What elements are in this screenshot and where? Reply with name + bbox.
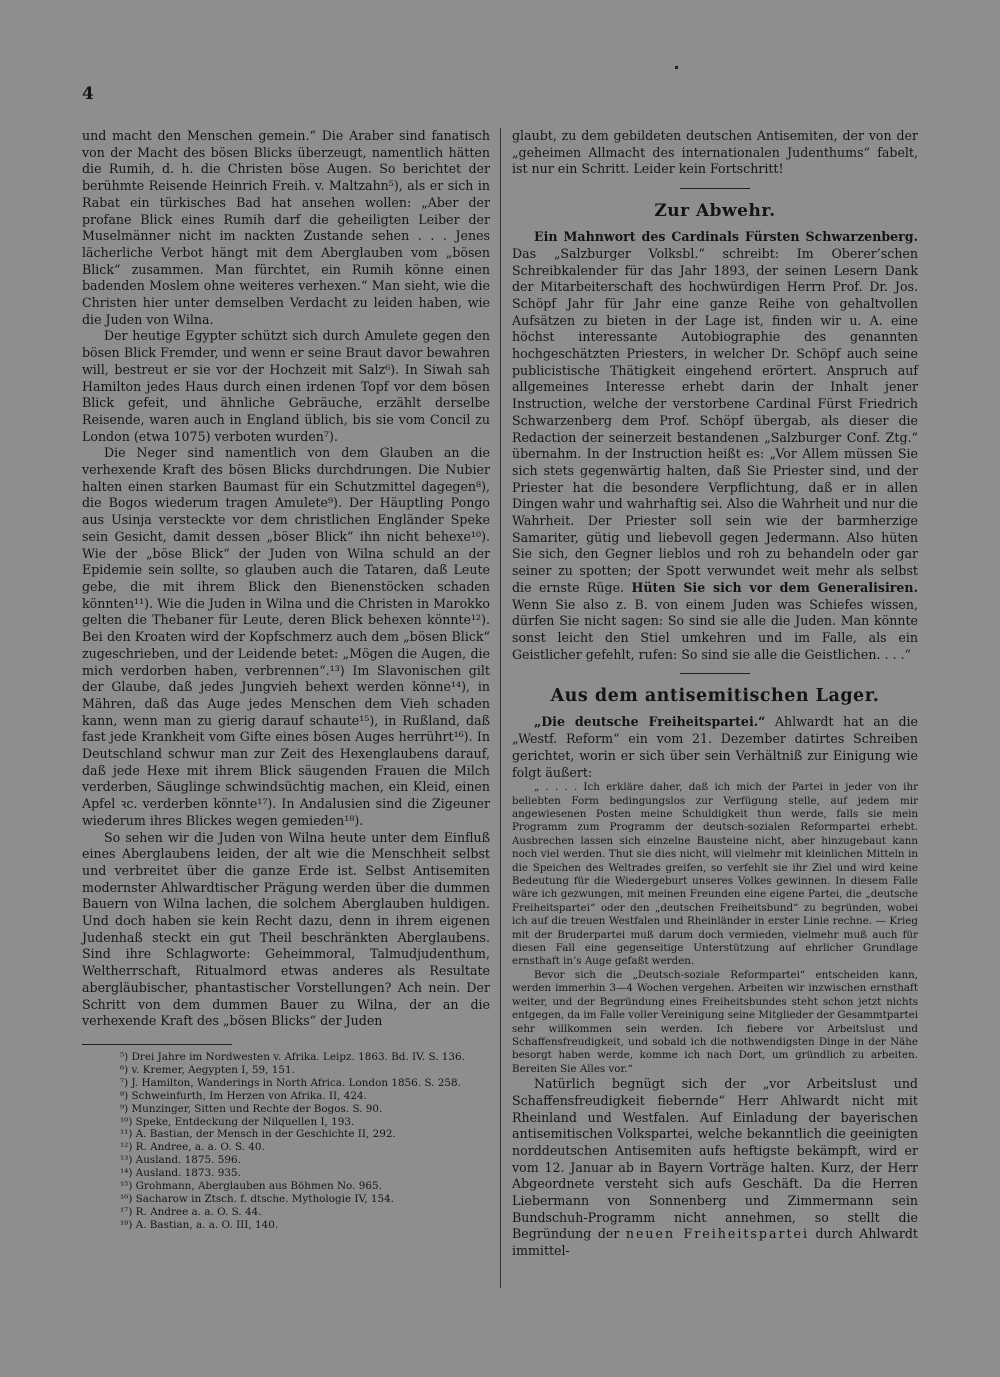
column-divider xyxy=(500,128,501,1288)
section-heading: Aus dem antisemitischen Lager. xyxy=(550,686,880,707)
footnote: ⁸) Schweinfurth, Im Herzen von Afrika. II, 424. xyxy=(120,1089,367,1102)
footnote: ¹⁴) Ausland. 1873. 935. xyxy=(120,1167,241,1180)
paragraph: und macht den Menschen gemein.“ Die Araber sind fanatisch von der Macht des bösen Blicks überzeugt, namentlich hätten die Rumih, d. h. die Christen böse Augen. So berichtet der berühmte Reisende Heinrich Freih. v. Maltzahn⁵), als er sich in Rabat ein türkisches Bad hat ansehen wollen: „Aber der profane Blick eines Rumih darf die geheiligten Leiber der Muselmänner nicht im nackten Zustande sehen . . . Jenes lächerliche Verbot hängt mit dem Aberglauben vom „bösen Blick“ zusammen. Man fürchtet, ein Rumih könne einen badenden Moslem ohne weiteres verhexen.“ Man sieht, wie die Christen hier unter demselben Verdacht zu leiden haben, wie die Juden von Wilna. xyxy=(82,128,490,327)
footnote: ⁵) Drei Jahre im Nordwesten v. Afrika. Leipz. 1863. Bd. IV. S. 136. xyxy=(120,1050,465,1063)
page-number: 4 xyxy=(82,84,94,104)
footnote: ⁶) v. Kremer, Aegypten I, 59, 151. xyxy=(120,1063,295,1076)
article-text: Natürlich begnügt sich der „vor Arbeitslust und Schaffensfreudigkeit fiebernde“ Herr Ahlwardt nicht mit Rheinland und Westfalen. Auf Einladung der bayerischen antisemitischen Volkspartei, welche bekanntlich die geeinigten norddeutschen Antisemiten aufs heftigste bekämpft, wird er vom 12. Januar ab in Bayern Vorträge halten. Kurz, der Herr Abgeordnete versteht sich aufs Geschäft. Da die Herren Liebermann von Sonnenberg und Zimmermann sein Bundschuh-Programm nicht annehmen, so stellt die Begründung der xyxy=(512,1076,918,1242)
footnote: ¹¹) A. Bastian, der Mensch in der Geschichte II, 292. xyxy=(120,1128,396,1141)
quoted-letter: Bevor sich die „Deutsch-soziale Reformpartei“ entscheiden kann, werden immerhin 3—4 Wochen vergehen. Arbeiten wir inzwischen ernsthaft weiter, und der Begründung eines Freiheitsbundes steht schon jetzt nichts entgegen, da im Falle voller Vereinigung seine Mitglieder der Gesammtpartei sehr willkommen sein werden. Ich fiebere vor Arbeitslust und Schaffensfreudigkeit, und sobald ich die nothwendigsten Dinge in der Nähe besorgt haben werde, komme ich nach Dort, um gründlich zu arbeiten. Bereiten Sie Alles vor.“ xyxy=(512,968,918,1075)
article-text: durch Ahlwardt immittel- xyxy=(512,1226,918,1259)
article-text: Ahlwardt hat an die „Westf. Reform“ ein vom 21. Dezember datirtes Schreiben gerichtet, worin er sich über sein Verhältniß zur Einigung wie folgt äußert: xyxy=(512,714,918,780)
section-separator xyxy=(680,673,750,674)
footnote: ¹⁶) Sacharow in Ztsch. f. dtsche. Mythologie IV, 154. xyxy=(120,1192,394,1205)
footnotes xyxy=(82,1044,490,1232)
footnote: ¹²) R. Andree, a. a. O. S. 40. xyxy=(120,1141,265,1154)
emphasis-text: neuen Freiheitspartei xyxy=(625,1226,810,1242)
footnote: ¹³) Ausland. 1875. 596. xyxy=(120,1154,241,1167)
article-text: Wenn Sie also z. B. von einem Juden was Schiefes wissen, dürfen Sie nicht sagen: So sind sie alle die Juden. Man könnte sonst leicht den Stiel umkehren und im Falle, als ein Geistlicher gefehlt, rufen: So sind sie alle die Geistlichen. . . .“ xyxy=(512,596,918,662)
footnote: ¹⁸) A. Bastian, a. a. O. III, 140. xyxy=(120,1218,279,1231)
article-paragraph xyxy=(512,1076,918,1260)
paragraph: Der heutige Egypter schützt sich durch Amulete gegen den bösen Blick Fremder, und wenn er seine Braut davor bewahren will, bestreut er sie vor der Hochzeit mit Salz⁶). In Siwah sah Hamilton jedes Haus durch einen irdenen Topf vor dem bösen Blick gefeit, und ähnliche Gebräuche, erzählt derselbe Reisende, waren auch in England üblich, bis sie vom Concil zu London (etwa 1075) verboten wurden⁷). xyxy=(82,328,490,444)
footnote: ¹⁷) R. Andree a. a. O. S. 44. xyxy=(120,1205,262,1218)
footnote: ¹⁰) Speke, Entdeckung der Nilquellen I, 193. xyxy=(120,1115,355,1128)
left-column xyxy=(82,128,490,1232)
right-column xyxy=(512,128,918,1260)
paragraph: Die Neger sind namentlich von dem Glauben an die verhexende Kraft des bösen Blicks durchdrungen. Die Nubier halten einen starken Baumast für ein Schutzmittel dagegen⁸), die Bogos wiederum tragen Amulete⁹). Der Häuptling Pongo aus Usinja versteckte vor dem christlichen Engländer Speke sein Gesicht, damit dessen „böser Blick“ ihn nicht behexe¹⁰). Wie der „böse Blick“ der Juden von Wilna schuld an der Epidemie sein sollte, so glauben auch die Tataren, daß Leute gebe, die mit ihrem Blick den Bienenstöcken schaden könnten¹¹). Wie die Juden in Wilna und die Christen in Marokko gelten die Thebaner für Leute, deren Blick behexen könnte¹²). Bei den Kroaten wird der Kopfschmerz auch dem „bösen Blick“ zugeschrieben, und der Leidende betet: „Mögen die Augen, die mich verdorben haben, verbrennen“.¹³) Im Slavonischen gilt der Glaube, daß jedes Jungvieh behext werden könne¹⁴), in Mähren, daß das Auge jedes Menschen dem Vieh schaden kann, wenn man zu gierig darauf schaute¹⁵), in Rußland, daß fast jede Krankheit vom Gifte eines bösen Auges herrührt¹⁶). In Deutschland schwur man zur Zeit des Hexenglaubens darauf, daß jede Hexe mit ihrem Blick säugenden Frauen die Milch verderben, Säuglinge schwindsüchtig machen, ein Kleid, einen Apfel ꝛc. verderben könnte¹⁷). In Andalusien sind die Zigeuner wiederum ihres Blickes wegen gemieden¹⁸). xyxy=(82,445,490,828)
footnote: ⁷) J. Hamilton, Wanderings in North Africa. London 1856. S. 258. xyxy=(120,1076,461,1089)
article-subheading: Ein Mahnwort des Cardinals Fürsten Schwarzenberg. xyxy=(534,229,918,245)
footnote: ¹⁵) Grohmann, Aberglauben aus Böhmen No. 965. xyxy=(120,1180,382,1193)
article-paragraph xyxy=(512,229,918,663)
paragraph: glaubt, zu dem gebildeten deutschen Antisemiten, der von der „geheimen Allmacht des internationalen Judenthums“ fabelt, ist nur ein Schritt. Leider kein Fortschritt! xyxy=(512,128,918,177)
footnote-divider xyxy=(82,1044,232,1045)
section-separator xyxy=(680,188,750,189)
paragraph: So sehen wir die Juden von Wilna heute unter dem Einfluß eines Aberglaubens leiden, der alt wie die Menschheit selbst und verbreitet über die ganze Erde ist. Selbst Antisemiten modernster Ahlwardtischer Prägung werden über die dummen Bauern von Wilna lachen, die solchem Aberglauben huldigen. Und doch haben sie kein Recht dazu, denn in ihrem eigenen Judenhaß steckt ein gut Theil beschränkten Aberglaubens. Sind ihre Schlagworte: Geheimmoral, Talmudjudenthum, Weltherrschaft, Ritualmord etwas anderes als Resultate abergläubischer, phantastischer Vorstellungen? Ach nein. Der Schritt von dem dummen Bauer zu Wilna, der an die verhexende Kraft des „bösen Blicks“ der Juden xyxy=(82,829,490,1029)
footnote: ⁹) Munzinger, Sitten und Rechte der Bogos. S. 90. xyxy=(120,1102,383,1115)
article-subheading: „Die deutsche Freiheitspartei.“ xyxy=(534,714,766,730)
emphasis-text: Hüten Sie sich vor dem Generalisiren. xyxy=(631,579,918,595)
quoted-letter: „ . . . . Ich erkläre daher, daß ich mich der Partei in jeder von ihr beliebten Form bedingungslos zur Verfügung stelle, auf jedem mir angewiesenen Posten meine Schuldigkeit thun werde, falls sie mein Programm zum Programm der deutsch-sozialen Reformpartei erhebt. Ausbrechen lassen sich einzelne Bausteine nicht, aber hinzugebaut kann noch viel werden. Thut sie dies nicht, will vielmehr mit kleinlichen Mitteln in die Speichen des Weltrades greifen, so verfehlt sie ihr Ziel und wird keine Bedeutung für die Wiedergeburt unseres Volkes gewinnen. In diesem Falle wäre ich gezwungen, mit meinen Freunden eine eigene Partei, die „deutsche Freiheitspartei“ oder den „deutschen Freiheitsbund“ zu begründen, wobei ich auf die treuen Westfalen und Rheinländer in erster Linie rechne. — Krieg mit der Bruderpartei muß darum doch vermieden, vielmehr muß auch für diesen Fall eine gegenseitige Unterstützung auf ehrlicher Grundlage ernsthaft in’s Auge gefaßt werden. xyxy=(512,781,918,968)
article-text: Das „Salzburger Volksbl.“ schreibt: Im Oberer’schen Schreibkalender für das Jahr 1893, der seinen Lesern Dank der Mitarbeiterschaft des hochwürdigen Herrn Prof. Dr. Jos. Schöpf Jahr für Jahr eine ganze Reihe von gehaltvollen Aufsätzen zu bieten in der Lage ist, finden wir u. A. eine höchst interessante Autobiographie des genannten hochgeschätzten Priesters, in welcher Dr. Schöpf auch seine publicistische Thätigkeit eingehend erörtert. Anspruch auf allgemeines Interesse erhebt darin der Inhalt jener Instruction, welche der verstorbene Cardinal Fürst Friedrich Schwarzenberg dem Prof. Schöpf übergab, als dieser die Redaction der seinerzeit bestandenen „Salzburger Conf. Ztg.“ übernahm. In der Instruction heißt es: „Vor Allem müssen Sie sich stets gegenwärtig halten, daß Sie Priester sind, und der Priester hat die besondere Verpflichtung, daß er in allen Dingen wahr und wahrhaftig sei. Also die Wahrheit und nur die Wahrheit. Der Priester soll sein wie der barmherzige Samariter, gütig und liebevoll gegen Jedermann. Also hüten Sie sich, den Gegner lieblos und roh zu behandeln oder gar seiner zu spotten; der Spott verwundet weit mehr als selbst die ernste Rüge. xyxy=(512,245,918,595)
print-mark xyxy=(675,66,678,69)
article-paragraph xyxy=(512,714,918,781)
section-heading: Zur Abwehr. xyxy=(654,201,776,222)
